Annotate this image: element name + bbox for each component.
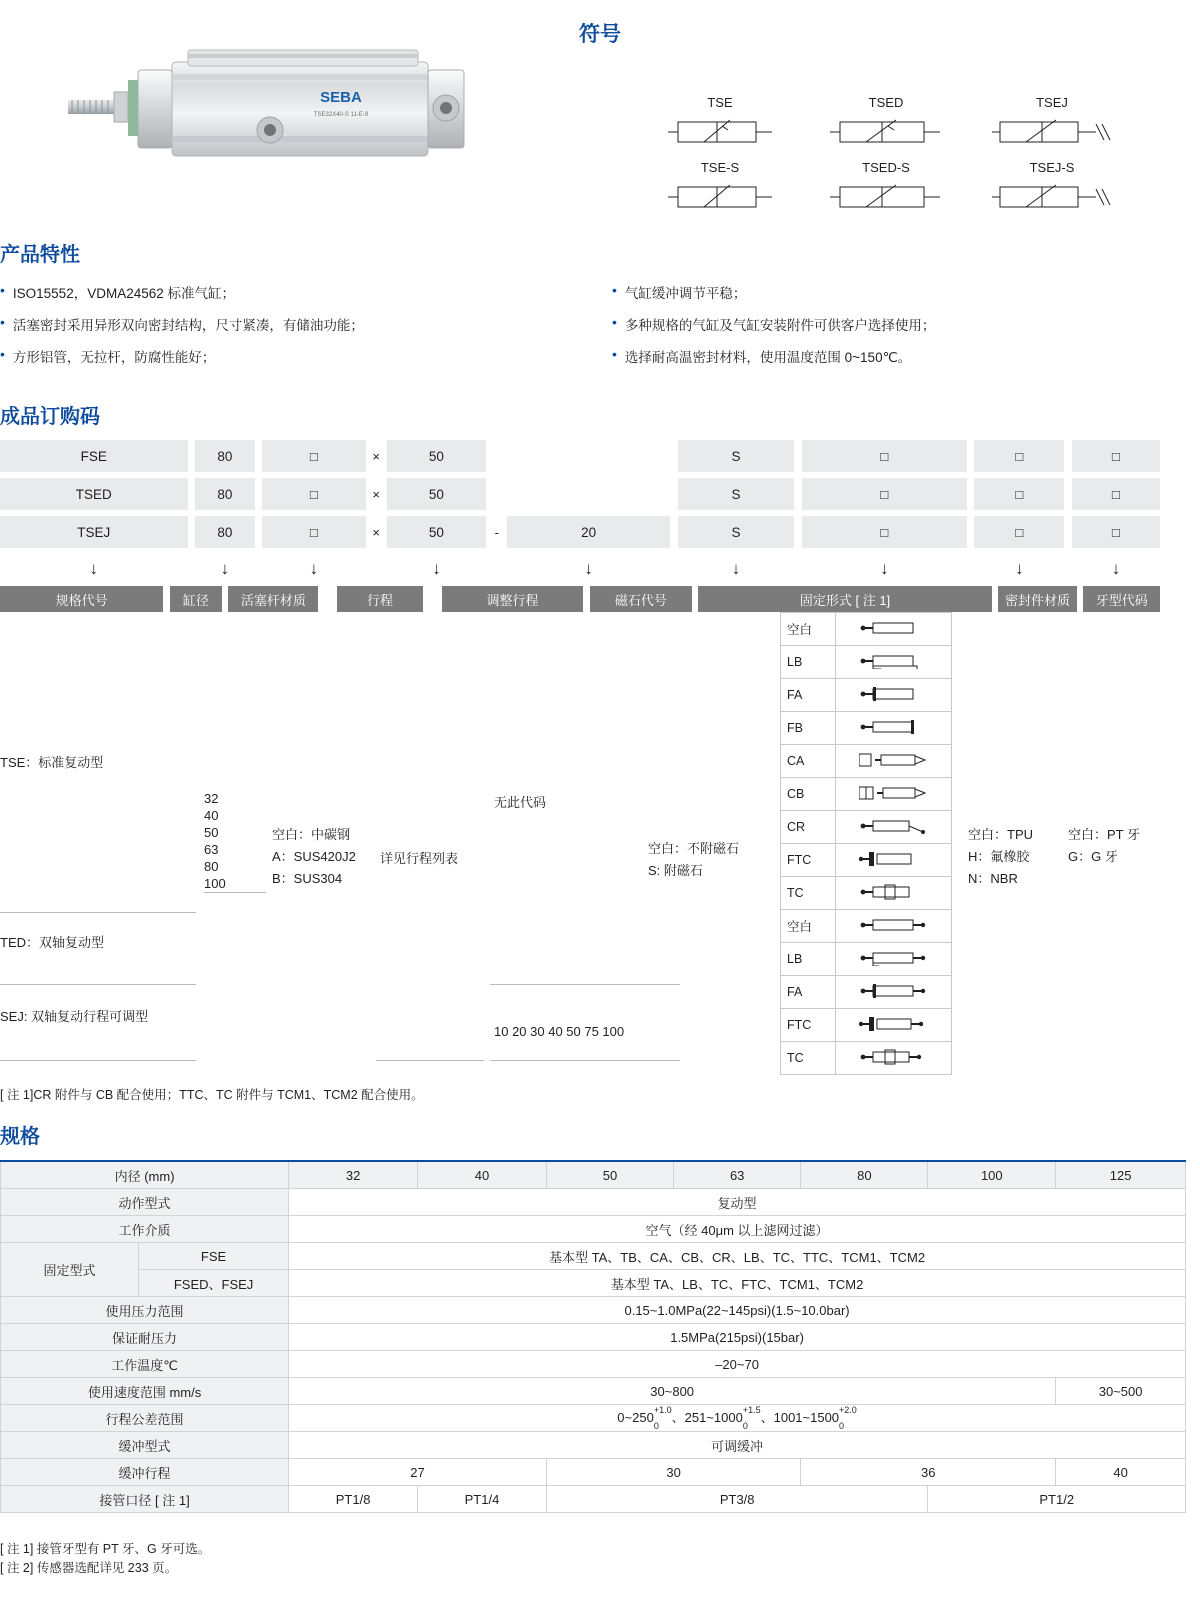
- top-section: [0, 0, 1200, 240]
- adj-none-text: 无此代码: [494, 795, 547, 810]
- table-row: [781, 943, 952, 976]
- cushion-stroke-27: 27: [289, 1459, 547, 1486]
- magnet-text: S: 附磁石: [648, 863, 703, 878]
- symbol-graphic: [826, 179, 946, 213]
- detail-divider: [376, 1060, 484, 1061]
- fix-code: FA: [781, 976, 836, 1009]
- spec-row-fix-fse: [1, 1243, 1186, 1270]
- down-arrow-icon: ↓: [1015, 559, 1024, 578]
- order-header-stroke: 行程: [337, 586, 424, 612]
- fix-code: FTC: [781, 844, 836, 877]
- symbol-label: TSE-S: [700, 160, 740, 175]
- down-arrow-icon: ↓: [584, 559, 593, 578]
- fix-icon: [836, 1009, 952, 1042]
- spec-note-1: [ 注 1] 接管牙型有 PT 牙、G 牙可选。: [0, 1542, 211, 1556]
- fix-code: FA: [781, 679, 836, 712]
- features-list: [0, 282, 1200, 378]
- fix-icon: [836, 976, 952, 1009]
- detail-text: TED：双轴复动型: [0, 935, 105, 950]
- detail-text: SEJ: 双轴复动行程可调型: [0, 1009, 149, 1024]
- order-fix-type: □: [802, 478, 967, 510]
- features-left-column: [0, 282, 600, 378]
- svg-text:TSE32X40-S 11-E-9: TSE32X40-S 11-E-9: [313, 112, 369, 118]
- order-header-fix: 固定形式 [ 注 1]: [698, 586, 991, 612]
- order-stroke: 50: [387, 440, 487, 472]
- order-note: [ 注 1]CR 附件与 CB 配合使用；TTC、TC 附件与 TCM1、TCM2 配合使用。: [0, 1088, 424, 1102]
- detail-bore-list: [204, 790, 266, 892]
- spec-row-action-type: [1, 1189, 1186, 1216]
- symbol-tsej: [992, 95, 1112, 148]
- fix-icon: [836, 943, 952, 976]
- spec-row-label: 使用速度范围 mm/s: [1, 1378, 289, 1405]
- order-fix-type: □: [802, 440, 967, 472]
- order-bore: 80: [195, 440, 254, 472]
- order-operator: ×: [372, 448, 380, 464]
- cushion-stroke-30: 30: [546, 1459, 800, 1486]
- specification-table: [0, 1160, 1186, 1513]
- order-model-code: TSED: [0, 478, 188, 510]
- spec-row-cushion-stroke: [1, 1459, 1186, 1486]
- adj-values-text: 10 20 30 40 50 75 100: [494, 1024, 625, 1039]
- features-title: 产品特性: [0, 244, 80, 266]
- spec-row-label: 接管口径 [ 注 1]: [1, 1486, 289, 1513]
- cushion-stroke-36: 36: [801, 1459, 1056, 1486]
- rod-material-text: A：SUS420J2: [272, 849, 356, 864]
- fix-icon: [836, 910, 952, 943]
- down-arrow-icon: ↓: [1111, 559, 1121, 578]
- spec-row-value: [289, 1405, 1186, 1432]
- fix-code: TC: [781, 877, 836, 910]
- rod-material-text: B：SUS304: [272, 871, 343, 886]
- features-right-column: [600, 282, 1200, 378]
- order-rod-material: □: [262, 440, 365, 472]
- order-header-model: 规格代号: [0, 586, 163, 612]
- symbol-tse-s: [660, 160, 780, 213]
- spec-row-pressure-range: [1, 1297, 1186, 1324]
- spec-bore-40: 40: [418, 1161, 547, 1189]
- order-rod-material: □: [262, 516, 365, 548]
- feature-text: 多种规格的气缸及气缸安装附件可供客户选择使用；: [624, 318, 936, 333]
- bore-value: 50: [204, 825, 219, 840]
- spec-row-label: 工作介质: [1, 1216, 289, 1243]
- tol-sep-2: 、: [760, 1409, 774, 1425]
- down-arrow-icon: ↓: [432, 559, 441, 578]
- spec-row-label: 保证耐压力: [1, 1324, 289, 1351]
- bore-value: 80: [204, 859, 219, 874]
- detail-divider: [490, 984, 680, 985]
- tol-2-plus: +1.5: [742, 1404, 761, 1415]
- detail-divider: [490, 1060, 680, 1061]
- order-header-bore: 缸径: [170, 586, 222, 612]
- thread-text: 空白：PT 牙: [1068, 827, 1140, 842]
- spec-row-value: 基本型 TA、LB、TC、FTC、TCM1、TCM2: [289, 1270, 1186, 1297]
- feature-text: 选择耐高温密封材料，使用温度范围 0~150℃。: [624, 350, 912, 365]
- symbol-label: TSEJ-S: [1029, 160, 1075, 175]
- order-bore: 80: [195, 516, 254, 548]
- spec-row-value-a: 30~800: [289, 1378, 1056, 1405]
- down-arrow-icon: ↓: [880, 559, 889, 578]
- fix-icon: [836, 877, 952, 910]
- fix-code: LB: [781, 646, 836, 679]
- symbol-label: TSED-S: [862, 160, 910, 175]
- port-size-pt14: PT1/4: [418, 1486, 547, 1513]
- symbol-label: TSED: [868, 95, 904, 110]
- bullet-icon: •: [612, 282, 617, 298]
- fix-icon: [836, 613, 952, 646]
- feature-item: [0, 346, 600, 366]
- tol-2: 251~1000: [684, 1409, 743, 1425]
- order-header-thread: 牙型代码: [1083, 586, 1160, 612]
- spec-row-speed-range: [1, 1378, 1186, 1405]
- spec-row-value: 复动型: [289, 1189, 1186, 1216]
- fix-icon: [836, 1042, 952, 1075]
- table-row: [781, 1009, 952, 1042]
- order-header-adj: 调整行程: [442, 586, 584, 612]
- spec-row-temperature: [1, 1351, 1186, 1378]
- symbol-section-title: 符号: [579, 23, 621, 46]
- down-arrow-icon: ↓: [731, 559, 741, 578]
- port-size-pt12: PT1/2: [928, 1486, 1186, 1513]
- detail-model-ted: [0, 932, 200, 951]
- order-header-magnet: 磁石代号: [590, 586, 692, 612]
- order-stroke: 50: [387, 478, 487, 510]
- tol-2-minus: 0: [742, 1420, 748, 1431]
- bore-value: 32: [204, 791, 219, 806]
- order-magnet: S: [678, 478, 795, 510]
- fix-icon: [836, 712, 952, 745]
- fixing-type-table: [780, 612, 952, 1075]
- order-magnet: S: [678, 516, 795, 548]
- cushion-stroke-40: 40: [1056, 1459, 1186, 1486]
- order-header-rod: 活塞杆材质: [228, 586, 318, 612]
- feature-text: 活塞密封采用异形双向密封结构，尺寸紧凑，有储油功能；: [12, 318, 364, 333]
- order-adj-stroke-empty: [507, 440, 670, 472]
- order-model-code: FSE: [0, 440, 188, 472]
- order-arrow-row: [0, 554, 1160, 584]
- seal-text: H：氟橡胶: [968, 849, 1030, 864]
- spec-bore-80: 80: [801, 1161, 928, 1189]
- order-adj-stroke-empty: [507, 478, 670, 510]
- fix-code: FB: [781, 712, 836, 745]
- symbol-label: TSEJ: [1036, 95, 1068, 110]
- down-arrow-icon: ↓: [89, 559, 99, 578]
- order-seal: □: [974, 440, 1064, 472]
- table-row: [781, 646, 952, 679]
- symbol-diagram-group: [660, 95, 1120, 213]
- detail-thread-code: [1068, 824, 1168, 868]
- order-thread: □: [1072, 516, 1160, 548]
- detail-adj-none: [494, 792, 654, 811]
- tol-3-plus: +2.0: [839, 1404, 857, 1415]
- spec-row-label: 缓冲型式: [1, 1432, 289, 1459]
- bullet-icon: •: [612, 346, 617, 362]
- tol-3-minus: 0: [839, 1420, 845, 1431]
- order-rod-material: □: [262, 478, 365, 510]
- fix-code: 空白: [781, 910, 836, 943]
- fix-code: CB: [781, 778, 836, 811]
- detail-model-tse: [0, 752, 200, 771]
- order-operator: ×: [372, 524, 380, 540]
- bullet-icon: •: [0, 282, 5, 298]
- detail-divider: [0, 912, 196, 913]
- order-code-title: 成品订购码: [0, 406, 100, 428]
- table-row: [781, 613, 952, 646]
- fix-code: 空白: [781, 613, 836, 646]
- fix-icon: [836, 679, 952, 712]
- detail-divider: [204, 892, 266, 893]
- order-operator-2: [486, 478, 507, 510]
- fix-code: CR: [781, 811, 836, 844]
- order-seal: □: [974, 516, 1064, 548]
- feature-item: [612, 282, 1200, 302]
- spec-row-value: 空气（经 40μm 以上滤网过滤）: [289, 1216, 1186, 1243]
- fix-icon: [836, 778, 952, 811]
- symbol-label: TSE: [707, 95, 733, 110]
- fix-icon: [836, 844, 952, 877]
- order-operator-2: [486, 440, 507, 472]
- order-fix-type: □: [802, 516, 967, 548]
- spec-row-value: –20~70: [289, 1351, 1186, 1378]
- spec-row-value: 1.5MPa(215psi)(15bar): [289, 1324, 1186, 1351]
- tol-1-plus: +1.0: [653, 1404, 672, 1415]
- table-row: [781, 976, 952, 1009]
- detail-divider: [0, 1060, 196, 1061]
- order-header-row: [0, 586, 1160, 612]
- symbol-row-1: [660, 95, 1120, 148]
- spec-row-label: 工作温度℃: [1, 1351, 289, 1378]
- fix-code: TC: [781, 1042, 836, 1075]
- spec-row-proof-pressure: [1, 1324, 1186, 1351]
- order-stroke: 50: [387, 516, 487, 548]
- port-size-pt38: PT3/8: [546, 1486, 927, 1513]
- detail-model-sej: [0, 1006, 220, 1025]
- spec-row-label: 缓冲行程: [1, 1459, 289, 1486]
- spec-header-row: [1, 1161, 1186, 1189]
- symbol-tsej-s: [992, 160, 1112, 213]
- feature-item: [0, 314, 600, 334]
- order-operator: ×: [372, 486, 380, 502]
- symbol-tse: [660, 95, 780, 148]
- spec-row-stroke-tolerance: [1, 1405, 1186, 1432]
- table-row: [781, 679, 952, 712]
- order-code-table: [0, 440, 1160, 612]
- spec-title: 规格: [0, 1126, 40, 1148]
- spec-note-2: [ 注 2] 传感器选配详见 233 页。: [0, 1561, 178, 1575]
- spec-row-value: 可调缓冲: [289, 1432, 1186, 1459]
- detail-magnet: [648, 838, 778, 882]
- spec-bore-32: 32: [289, 1161, 418, 1189]
- bullet-icon: •: [612, 314, 617, 330]
- bullet-icon: •: [0, 314, 5, 330]
- spec-row-medium: [1, 1216, 1186, 1243]
- detail-text: TSE：标准复动型: [0, 755, 104, 770]
- spec-row-label: 使用压力范围: [1, 1297, 289, 1324]
- symbol-tsed: [826, 95, 946, 148]
- spec-bore-50: 50: [546, 1161, 673, 1189]
- bore-value: 100: [204, 876, 226, 891]
- detail-seal-material: [968, 824, 1068, 890]
- spec-row-value-b: 30~500: [1056, 1378, 1186, 1405]
- order-bore: 80: [195, 478, 254, 510]
- bore-value: 63: [204, 842, 219, 857]
- spec-notes: [0, 1540, 210, 1578]
- symbol-graphic: [992, 114, 1112, 148]
- table-row: [781, 745, 952, 778]
- brand-text: SEBA: [320, 89, 362, 106]
- order-row-fse: [0, 440, 1160, 472]
- feature-text: 方形铝管，无拉杆，防腐性能好；: [12, 350, 216, 365]
- down-arrow-icon: ↓: [220, 559, 230, 578]
- fix-icon: [836, 811, 952, 844]
- order-seal: □: [974, 478, 1064, 510]
- order-thread: □: [1072, 478, 1160, 510]
- rod-material-text: 空白：中碳钢: [272, 827, 351, 842]
- order-adj-stroke: 20: [507, 516, 670, 548]
- spec-bore-label: 内径 (mm): [1, 1161, 289, 1189]
- feature-text: 气缸缓冲调节平稳；: [624, 286, 747, 301]
- feature-text: ISO15552，VDMA24562 标准气缸；: [12, 286, 235, 301]
- fix-code: LB: [781, 943, 836, 976]
- fix-icon: [836, 646, 952, 679]
- tol-1-minus: 0: [653, 1420, 659, 1431]
- spec-sub-label: FSED、FSEJ: [139, 1270, 289, 1297]
- fix-icon: [836, 745, 952, 778]
- detail-adj-values: [494, 1024, 694, 1039]
- feature-item: [612, 346, 1200, 366]
- spec-bore-125: 125: [1056, 1161, 1186, 1189]
- spec-row-port-size: [1, 1486, 1186, 1513]
- table-row: [781, 712, 952, 745]
- order-operator-2: -: [494, 524, 499, 540]
- tol-sep-1: 、: [671, 1409, 685, 1425]
- table-row: [781, 877, 952, 910]
- thread-text: G：G 牙: [1068, 849, 1118, 864]
- bore-value: 40: [204, 808, 219, 823]
- seal-text: 空白：TPU: [968, 827, 1034, 842]
- order-magnet: S: [678, 440, 795, 472]
- seal-text: N：NBR: [968, 871, 1018, 886]
- magnet-text: 空白：不附磁石: [648, 841, 740, 856]
- table-row: [781, 910, 952, 943]
- symbol-graphic: [826, 114, 946, 148]
- table-row: [781, 811, 952, 844]
- order-thread: □: [1072, 440, 1160, 472]
- stroke-text: 详见行程列表: [380, 851, 459, 866]
- fix-code: CA: [781, 745, 836, 778]
- spec-row-fix-fsed: [1, 1270, 1186, 1297]
- spec-bore-63: 63: [674, 1161, 801, 1189]
- spec-row-label: 动作型式: [1, 1189, 289, 1216]
- tol-3: 1001~1500: [773, 1409, 840, 1425]
- table-row: [781, 844, 952, 877]
- spec-row-cushion-type: [1, 1432, 1186, 1459]
- spec-row-value: 0.15~1.0MPa(22~145psi)(1.5~10.0bar): [289, 1297, 1186, 1324]
- tol-1: 0~250: [617, 1409, 654, 1425]
- order-row-tsej: [0, 516, 1160, 548]
- spec-row-label: 固定型式: [1, 1243, 139, 1297]
- order-header-seal: 密封件材质: [998, 586, 1076, 612]
- bullet-icon: •: [0, 346, 5, 362]
- table-row: [781, 1042, 952, 1075]
- order-model-code: TSEJ: [0, 516, 188, 548]
- symbol-tsed-s: [826, 160, 946, 213]
- feature-item: [612, 314, 1200, 334]
- detail-rod-material: [272, 824, 392, 890]
- symbol-graphic: [992, 179, 1112, 213]
- table-row: [781, 778, 952, 811]
- symbol-graphic: [660, 179, 780, 213]
- detail-divider: [0, 984, 196, 985]
- down-arrow-icon: ↓: [309, 559, 319, 578]
- spec-row-label: 行程公差范围: [1, 1405, 289, 1432]
- symbol-graphic: [660, 114, 780, 148]
- port-size-pt18: PT1/8: [289, 1486, 418, 1513]
- spec-sub-label: FSE: [139, 1243, 289, 1270]
- detail-stroke: [380, 848, 500, 867]
- fix-code: FTC: [781, 1009, 836, 1042]
- spec-bore-100: 100: [928, 1161, 1056, 1189]
- feature-item: [0, 282, 600, 302]
- cylinder-product-image: [60, 40, 480, 190]
- spec-row-value: 基本型 TA、TB、CA、CB、CR、LB、TC、TTC、TCM1、TCM2: [289, 1243, 1186, 1270]
- symbol-row-2: [660, 160, 1120, 213]
- order-row-tsed: [0, 478, 1160, 510]
